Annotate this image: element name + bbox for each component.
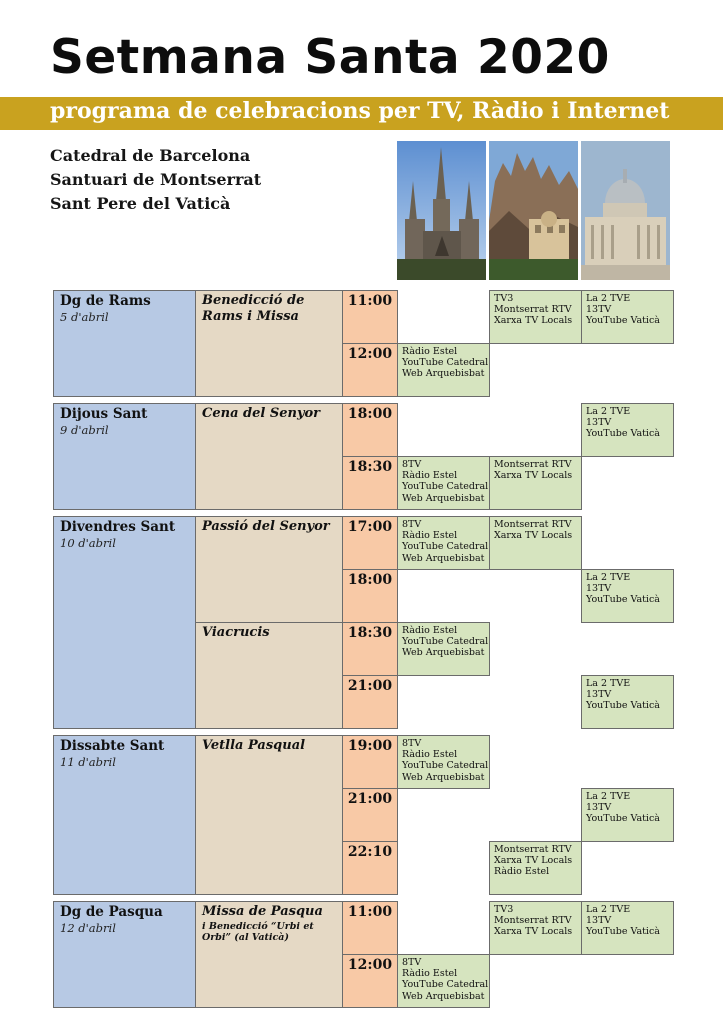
media-channel: Montserrat RTV [494,519,572,530]
media-cell [581,290,674,344]
media-channel: YouTube Catedral [402,636,489,648]
day-date: 11 d'abril [60,755,116,769]
celebration-name: Viacrucis [202,625,270,640]
media-cell [397,516,490,570]
day-name: Dg de Rams [60,293,151,309]
media-channel: Web Arquebisbat [402,647,485,659]
media-channel: YouTube Catedral [402,541,489,553]
celebration-cell [195,290,343,397]
time-cell: 18:00 [342,403,398,457]
time-cell: 18:30 [342,456,398,510]
time-cell: 12:00 [342,954,398,1008]
media-cell [489,901,582,955]
day-cell [53,290,196,397]
media-channel: Ràdio Estel [402,470,458,482]
day-date: 10 d'abril [60,536,116,550]
media-channel: Ràdio Estel [402,968,458,980]
day-name: Dijous Sant [60,406,148,422]
day-cell [53,735,196,895]
media-channel: Ràdio Estel [402,749,458,761]
day-cell [53,516,196,729]
media-channel: Xarxa TV Locals [494,470,573,482]
celebration-name: Missa de Pasqua [202,904,323,919]
media-channel: Montserrat RTV [494,459,572,470]
media-channel: La 2 TVE [586,678,631,689]
time-cell: 21:00 [342,675,398,729]
vatica-photo [581,141,670,280]
media-channel: 13TV [586,304,612,316]
media-channel: Xarxa TV Locals [494,315,573,327]
media-cell [489,290,582,344]
media-channel: YouTube Vaticà [586,428,660,440]
media-channel: Ràdio Estel [402,346,458,357]
media-cell [397,622,490,676]
time-cell: 17:00 [342,516,398,570]
media-channel: 8TV [402,459,422,470]
media-channel: 13TV [586,915,612,927]
media-cell [581,569,674,623]
celebration-cell [195,516,343,623]
celebration-name: Passió del Senyor [202,519,330,534]
media-channel: YouTube Vaticà [586,700,660,712]
day-date: 5 d'abril [60,310,109,324]
media-channel: YouTube Vaticà [586,594,660,606]
media-channel: 8TV [402,738,422,749]
media-channel: Ràdio Estel [402,530,458,542]
media-cell [581,675,674,729]
time-cell: 11:00 [342,290,398,344]
media-channel: YouTube Vaticà [586,926,660,938]
media-cell [489,841,582,895]
media-channel: Montserrat RTV [494,915,572,927]
media-channel: Web Arquebisbat [402,771,485,783]
media-cell [397,343,490,397]
media-channel: Ràdio Estel [494,866,550,878]
media-channel: 8TV [402,957,422,968]
time-cell: 21:00 [342,788,398,842]
media-channel: Montserrat RTV [494,844,572,855]
media-channel: La 2 TVE [586,904,631,915]
media-channel: Web Arquebisbat [402,552,485,564]
media-channel: La 2 TVE [586,791,631,802]
media-channel: La 2 TVE [586,406,631,417]
time-cell: 19:00 [342,735,398,789]
celebration-cell [195,622,343,729]
time-cell: 12:00 [342,343,398,397]
celebration-name: Benedicció de Rams i Missa [202,293,305,324]
day-date: 9 d'abril [60,423,109,437]
celebration-name: Vetlla Pasqual [202,738,306,753]
media-channel: Web Arquebisbat [402,990,485,1002]
catedral-barcelona-photo [397,141,486,280]
celebration-note: i Benedicció “Urbi et Orbi” (al Vaticà) [202,921,314,943]
media-channel: YouTube Catedral [402,481,489,493]
celebration-cell [195,901,343,1008]
media-cell [397,735,490,789]
media-channel: Xarxa TV Locals [494,926,573,938]
media-cell [397,954,490,1008]
time-cell: 22:10 [342,841,398,895]
location-montserrat: Santuari de Montserrat [50,170,262,189]
media-channel: YouTube Catedral [402,357,489,369]
media-channel: Montserrat RTV [494,304,572,316]
celebration-cell [195,735,343,895]
media-cell [581,901,674,955]
time-cell: 11:00 [342,901,398,955]
media-cell [581,788,674,842]
location-vatica: Sant Pere del Vaticà [50,194,231,213]
media-cell [489,456,582,510]
location-catedral: Catedral de Barcelona [50,146,251,165]
media-channel: Web Arquebisbat [402,368,485,380]
media-channel: TV3 [494,904,514,915]
celebration-cell [195,403,343,510]
day-name: Divendres Sant [60,519,176,535]
media-channel: 13TV [586,689,612,701]
time-cell: 18:30 [342,622,398,676]
page-title: Setmana Santa 2020 [50,30,610,85]
media-channel: 13TV [586,583,612,595]
media-channel: 8TV [402,519,422,530]
media-channel: TV3 [494,293,514,304]
media-channel: Xarxa TV Locals [494,530,573,542]
media-cell [581,403,674,457]
media-channel: YouTube Vaticà [586,813,660,825]
media-channel: Web Arquebisbat [402,492,485,504]
media-channel: Ràdio Estel [402,625,458,636]
day-date: 12 d'abril [60,921,116,935]
time-cell: 18:00 [342,569,398,623]
media-channel: YouTube Catedral [402,979,489,991]
montserrat-photo [489,141,578,280]
day-name: Dg de Pasqua [60,904,163,920]
media-channel: YouTube Vaticà [586,315,660,327]
day-cell [53,403,196,510]
day-name: Dissabte Sant [60,738,165,754]
day-cell [53,901,196,1008]
media-channel: YouTube Catedral [402,760,489,772]
media-cell [489,516,582,570]
media-channel: La 2 TVE [586,572,631,583]
celebration-name: Cena del Senyor [202,406,321,421]
media-channel: 13TV [586,802,612,814]
media-channel: Xarxa TV Locals [494,855,573,867]
media-channel: 13TV [586,417,612,429]
media-cell [397,456,490,510]
page-subtitle: programa de celebracions per TV, Ràdio i Internet [50,98,670,124]
media-channel: La 2 TVE [586,293,631,304]
